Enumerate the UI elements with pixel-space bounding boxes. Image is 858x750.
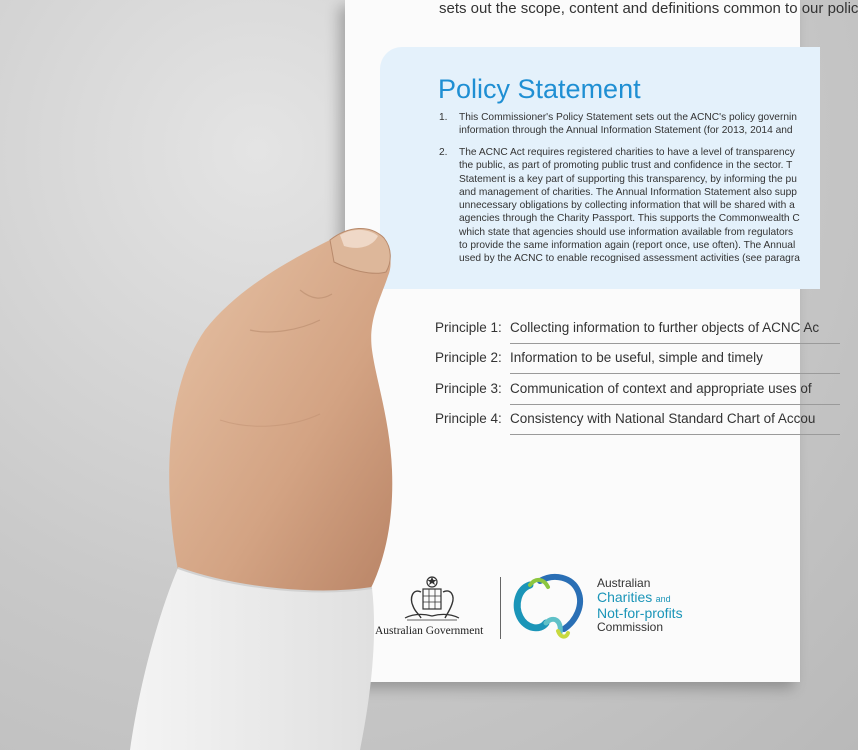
principle-text: Communication of context and appropriate uses of — [510, 381, 812, 396]
logo-divider — [500, 577, 501, 639]
principle-row — [435, 316, 835, 346]
paragraph-line: and management of charities. The Annual Information Statement also supp — [459, 186, 797, 198]
principle-label: Principle 1: — [435, 320, 502, 335]
acnc-logo-icon — [510, 567, 590, 645]
principle-text: Collecting information to further objects of ACNC Ac — [510, 320, 820, 335]
footer-logos — [375, 572, 795, 642]
principle-divider — [510, 404, 840, 405]
paragraph-number: 1. — [439, 112, 448, 123]
principle-row — [435, 346, 835, 376]
paragraph-line: information through the Annual Information Statement (for 2013, 2014 and — [459, 125, 793, 137]
principle-divider — [510, 373, 840, 374]
policy-title: Policy Statement — [438, 74, 641, 104]
acnc-line-2: Charities — [597, 589, 653, 605]
principle-row — [435, 377, 835, 407]
paragraph-line: The ACNC Act requires registered charities to have a level of transparency — [459, 147, 795, 158]
acnc-logo-text — [597, 576, 683, 634]
paragraph-line: used by the ACNC to enable recognised assessment activities (see paragra — [459, 253, 800, 265]
government-label: Australian Government — [375, 625, 484, 637]
principle-text: Information to be useful, simple and timely — [510, 350, 763, 365]
document-page — [345, 0, 858, 682]
paragraph-number: 2. — [439, 147, 448, 158]
paragraph-line: the public, as part of promoting public trust and confidence in the sector. T — [459, 160, 793, 172]
acnc-and: and — [655, 594, 671, 604]
intro-text: sets out the scope, content and definitions common to our polic — [439, 0, 858, 17]
principle-divider — [510, 434, 840, 435]
paragraph-line: unnecessary obligations by collecting information that will be shared with a — [459, 200, 795, 212]
paragraph-line: Statement is a key part of supporting this transparency, by informing the pu — [459, 173, 797, 185]
principle-divider — [510, 343, 840, 344]
principle-label: Principle 3: — [435, 381, 502, 396]
principle-label: Principle 2: — [435, 350, 502, 365]
paragraph-line: agencies through the Charity Passport. This supports the Commonwealth C — [459, 213, 800, 225]
acnc-line-3: Not-for-profits — [597, 605, 683, 621]
acnc-line-4: Commission — [597, 620, 664, 634]
principle-row — [435, 407, 835, 437]
acnc-line-1: Australian — [597, 576, 651, 590]
paragraph-line: which state that agencies should use information available from regulators — [459, 226, 794, 238]
principle-label: Principle 4: — [435, 411, 502, 426]
paragraph-line: This Commissioner's Policy Statement sets out the ACNC's policy governin — [459, 112, 797, 123]
principle-text: Consistency with National Standard Chart of Accou — [510, 411, 816, 426]
australian-government-logo — [375, 572, 490, 642]
paragraph-line: to provide the same information again (report once, use often). The Annual — [459, 240, 796, 252]
coat-of-arms-icon — [397, 574, 467, 624]
